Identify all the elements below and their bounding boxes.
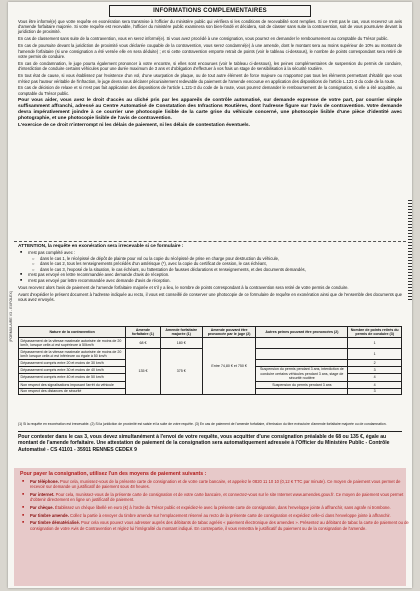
payment-method-phone	[30, 479, 410, 490]
attention-subitem: ○ dans le cas 1, le récépissé de dépôt de plainte pour vol ou la copie du récépissé de prise en charge pour destruction du véhicule,	[40, 256, 402, 262]
binding-marks	[408, 200, 412, 300]
table-cell: 4	[348, 382, 402, 389]
attention-note: Vous recevrez alors l'avis de paiement de l'amende forfaitaire majorée et s'il y a lieu, le nombre de points correspondant à la contravention sera retiré de votre permis de conduire.	[18, 285, 349, 291]
attention-item: ■ n'est pas envoyé en lettre recommandée avec demande d'avis de réception.	[28, 272, 402, 278]
table-cell: Dépassement compris entre 30 et moins de 40 km/h	[19, 366, 126, 374]
form-reference: (FORMULAIRE V3 - EXFOLEX)	[9, 290, 13, 342]
payment-method-stamp	[30, 513, 410, 518]
table-cell	[256, 388, 348, 395]
attention-section	[18, 244, 402, 303]
access-right-paragraph: Pour vous aider, vous avez le droit d'accès au cliché pris par les appareils de contrôle automatisé, sur demande expresse de votre part, par courrier simple suffisamment affranchi, adressé au Centre Automatisé de Constatation des Infractions Routières, dont l'adresse figure sur l'avis de contravention. Votre demande devra impérativement joindre à ce courrier une photocopie lisible de la carte grise du véhicule concerné, une photocopie lisible d'une pièce d'identité avec photographie, et une photocopie lisible de l'avis de contravention.	[18, 97, 402, 121]
table-cell	[256, 338, 348, 349]
info-section	[18, 5, 402, 129]
payment-method-internet	[30, 492, 410, 503]
table-header: Autres peines pouvant être prononcées (2)	[256, 327, 348, 338]
payment-method-text: Pour cela vous pouvez vous adresser auprès des débitants de tabac agréés « paiement électronique des amendes ». Présentez au débitant de tabac la carte de paiement ou de consignation de votre Avis de Contravention et réglez lui l'intégralité du montant indiqué. En contrepartie, il vous remettra le justificatif du paiement ou de la consignation de l'amende.	[30, 520, 409, 531]
table-header: Nombre de points retirés du permis de conduire (3)	[348, 327, 402, 338]
payment-method-cheque	[30, 505, 410, 510]
attention-subitem: ○ dans le cas 3, l'exposé de la situation, le cas échéant, ou l'attestation de fausses déclarations et renseignements, et des documents demandés,	[40, 267, 402, 273]
divider	[18, 431, 402, 432]
table-footnote: (1) Si la requête en exonération est irrecevable. (2) Si la juridiction de proximité est saisie et la suite de votre requête. (3) En cas de paiement de l'amende forfaitaire, d'émission du titre exécutoire d'amende forfaitaire majorée ou de condamnation.	[18, 422, 387, 426]
contest-instructions: Pour contester dans le cas 3, vous devez simultanément à l'envoi de votre requête, vous acquitter d'une consignation préalable de 68 ou 135 €, égale au montant de l'amende forfaitaire. Une attestation de paiement de la consignation sera automatiquement adressée à l'Officier du Ministère Public - Contrôle Automatisé - CS 41101 - 35911 RENNES CEDEX 9	[18, 434, 390, 453]
intro-paragraph: En cas de décision de relaxe et si n'est pas fait application des dispositions de l'article L.121-3 du code de la route, vous pourrez demander le remboursement de la consignation, si elle a été acquittée, au comptable du Trésor public.	[18, 85, 402, 96]
table-cell: 2	[348, 360, 402, 367]
fines-table	[18, 326, 402, 395]
table-cell: Dépassement de la vitesse maximale autorisée de moins de 20 km/h, lorsque celle-ci est supérieure à 50km/h	[19, 338, 126, 349]
cut-line	[14, 241, 406, 242]
payment-method-text: Collez la partie à envoyer du timbre amende sur l'emplacement réservé au recto de la présente carte de consignation et expédiez celle-ci dans l'enveloppe jointe à affranchir.	[70, 512, 391, 518]
table-cell: Suspension du permis pendant 3 ans, interdiction de conduire certains véhicules pendant 3 ans, stage de sécurité routière	[256, 366, 348, 381]
payment-method-label: Par chèque.	[30, 505, 54, 510]
intro-paragraph: En tout état de cause, si vous établissez par l'existence d'un vol, d'une usurpation de plaque, ou de tout autre élément de force majeure ou n'apportez pas tous les éléments permettant d'établir que vous n'étiez pas l'auteur véritable de l'infraction, le juge devra vous déclarer pécuniairement redevable du paiement de l'amende encourue en application des dispositions de l'article L.121-3 du code de la route.	[18, 73, 402, 84]
page-title: INFORMATIONS COMPLEMENTAIRES	[109, 5, 311, 17]
table-cell: Suspension du permis pendant 3 ans	[256, 382, 348, 389]
table-header-row	[19, 327, 402, 338]
deadline-note: L'exercice de ce droit n'interrompt ni les délais de paiement, ni les délais de contestation éventuels.	[18, 123, 250, 129]
table-header: Amende forfaitaire majorée (1)	[160, 327, 202, 338]
payment-section	[14, 468, 409, 586]
intro-paragraph: En cas de classement sans suite de la contravention, vous en serez informé(e). Si vous avez procédé à une consignation, vous pourrez en demander le remboursement au comptable du Trésor public.	[18, 36, 389, 42]
attention-item: ■ n'est pas envoyé par lettre recommandée avec demande d'avis de réception.	[28, 278, 402, 284]
attention-sublist	[28, 256, 402, 273]
payment-method-label: Par timbre amende.	[30, 512, 69, 518]
payment-method-electronic-stamp	[30, 520, 410, 531]
table-header: Amende forfaitaire (1)	[126, 327, 160, 338]
attention-item-text: n'est pas complété avec :	[28, 250, 76, 255]
table-cell: Non respect des signalisations imposant l'arrêt du véhicule	[19, 382, 126, 389]
table-cell: 68 €	[126, 338, 160, 349]
table-row	[19, 338, 402, 349]
payment-method-text: Pour cela, munissez-vous de la présente carte de consignation et de votre carte bancaire, et appelez le 0820 11 10 10 (0,12 € TTC par minute). Ce moyen de paiement vous permet de recevoir sur demande un justificatif de paiement sous 48 heures.	[30, 479, 401, 490]
intro-paragraph: Vous être informé(e) que votre requête en exonération sera transmise à l'officier du ministère public qui vérifiera si les conditions de recevabilité sont remplies. Si ce n'est pas le cas, vous recevrez un avis d'amende forfaitaire majorée. Si votre requête est recevable, l'officier du ministère public examinera son bien-fondé et décidera, soit de classer sans suite la contravention, soit de vous poursuivre devant la juridiction de proximité.	[18, 18, 402, 35]
table-cell: 180 €	[160, 338, 202, 349]
payment-method-label: Par téléphone.	[30, 479, 59, 484]
attention-item	[28, 250, 402, 272]
table-cell: Dépassement compris entre 40 et moins de 50 km/h	[19, 374, 126, 382]
payment-method-text: Pour cela, munissez-vous de la présente carte de consignation et de votre carte bancaire, et connectez-vous sur le site Internet www.amendes.gouv.fr. Ce moyen de paiement vous permet d'obtenir directement en ligne un justificatif de paiement.	[30, 492, 404, 503]
document-page	[8, 2, 412, 588]
table-cell: 3	[348, 366, 402, 374]
attention-heading: ATTENTION, la requête en exonération sera irrecevable si ce formulaire :	[18, 244, 184, 249]
table-cell: 1	[348, 338, 402, 349]
intro-paragraph: En cas de condamnation, le juge pourra également prononcer à votre encontre, si elles sont encourues (voir le tableau ci-dessous), les peines complémentaires de suspension du permis de conduire, d'interdiction de conduire certains véhicules pour une durée maximum de 3 ans et d'obligation d'effectuer à vos frais un stage de sensibilisation à la sécurité routière.	[18, 60, 402, 72]
table-cell: 3	[348, 388, 402, 395]
payment-methods-list	[20, 479, 410, 533]
table-cell: Entre 74,80 € et 750 €	[202, 338, 256, 395]
intro-paragraph: En cas de poursuite devant la juridiction de proximité vous déclarée coupable de la contravention, vous serez condamné(e) à une amende, dont le montant sera au moins supérieur de 10% au montant de l'amende forfaitaire (si une consignation a été versée elle en sera déduite) ; et si cette contravention emporte retrait de points (voir le tableau ci-dessous), le nombre de points correspondant sera retiré de votre permis de conduire.	[18, 43, 402, 59]
table-header: Nature de la contravention	[19, 327, 126, 338]
payment-method-text: Établissez un chèque libellé en euro (€) à l'ordre du Trésor public et expédiez-le avec la présente carte de consignation, dans l'enveloppe jointe à affranchir, sans agrafe ni trombone.	[54, 505, 391, 510]
payment-method-label: Par timbre dématérialisé.	[30, 520, 80, 526]
table-cell: Dépassement compris entre 20 et moins de 30 km/h	[19, 360, 126, 367]
table-cell	[256, 349, 348, 360]
table-cell: 4	[348, 374, 402, 382]
table-cell	[256, 360, 348, 367]
table-cell: Dépassement de la vitesse maximale autorisée de moins de 20 km/h lorsque celle-ci est inférieure ou égale à 50 km/h	[19, 349, 126, 360]
attention-list	[18, 250, 402, 284]
table-cell: 1	[348, 349, 402, 360]
attention-subitem: ○ dans le cas 2, tous les renseignements précédés d'un astérisque (*), avec la copie du certificat de cession, le cas échéant,	[40, 261, 402, 267]
table-header: Amende pouvant être prononcée par le juge (2)	[202, 327, 256, 338]
attention-note-2: Avant d'expédier le présent document à l'adresse indiquée au recto, il vous est conseillé de conserver une photocopie de ce formulaire de requête en exonération ainsi que de l'ensemble des documents que vous avez envoyés.	[18, 291, 402, 303]
table-cell: 135 €	[126, 349, 160, 395]
table-cell: Non respect des distances de sécurité	[19, 388, 126, 395]
table-cell: 375 €	[160, 349, 202, 395]
payment-heading: Pour payer la consignation, utilisez l'un des moyens de paiement suivants :	[20, 471, 207, 477]
payment-method-label: Par internet.	[30, 492, 55, 497]
